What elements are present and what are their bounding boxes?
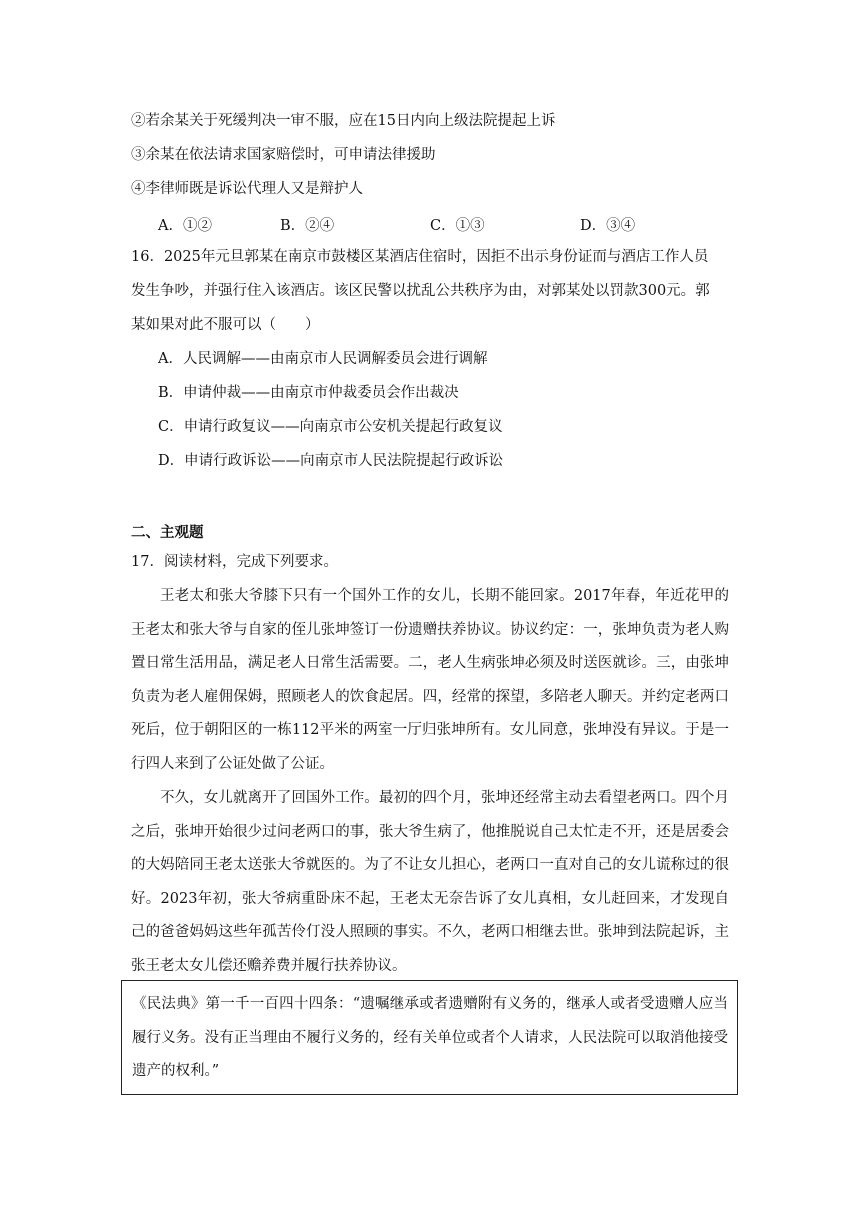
q16-option-a[interactable]: A．人民调解——由南京市人民调解委员会进行调解 <box>158 351 488 367</box>
q15-option-a[interactable]: A．①② <box>158 218 212 234</box>
q15-option-c[interactable]: C．①③ <box>430 218 485 234</box>
section-title: 二、主观题 <box>131 524 204 541</box>
q16-stem-line-3: 某如果对此不服可以（ ） <box>131 317 320 333</box>
q16-stem-line-2: 发生争吵，并强行住入该酒店。该区民警以扰乱公共秩序为由，对郭某处以罚款300元。郭 <box>131 283 710 299</box>
q17-prompt: 17．阅读材料，完成下列要求。 <box>131 554 338 570</box>
material-paragraph-2: 不久，女儿就离开了回国外工作。最初的四个月，张坤还经常主动去看望老两口。四个月之后，张坤开始很少过问老两口的事，张大爷生病了，他推脱说自己太忙走不开，还是居委会的大妈陪同王老太送张大爷就医的。为了不让女儿担心，老两口一直对自己的女儿谎称过的很好。2023年初，张大爷病重卧床不起，王老太无奈告诉了女儿真相，女儿赶回来，才发现自己的爸爸妈妈这些年孤苦伶仃没人照顾的事实。不久，老两口相继去世。张坤到法院起诉，主张王老太女儿偿还赡养费并履行扶养协议。 <box>131 790 729 974</box>
law-quote-box <box>121 980 738 1095</box>
q16-stem-line-1: 16．2025年元旦郭某在南京市鼓楼区某酒店住宿时，因拒不出示身份证而与酒店工作人员 <box>131 249 709 265</box>
q15-item-4: ④李律师既是诉讼代理人又是辩护人 <box>131 181 363 197</box>
q15-option-d[interactable]: D．③④ <box>580 218 636 234</box>
q15-item-3: ③余某在依法请求国家赔偿时，可申请法律援助 <box>131 147 436 163</box>
q16-option-c[interactable]: C．申请行政复议——向南京市公安机关提起行政复议 <box>158 419 503 435</box>
law-quote-text: 《民法典》第一千一百四十四条：“遗嘱继承或者遗赠附有义务的，继承人或者受遗赠人应当履行义务。没有正当理由不履行义务的，经有关单位或者个人请求，人民法院可以取消他接受遗产的权利。” <box>132 996 728 1080</box>
q15-option-b[interactable]: B．②④ <box>280 218 335 234</box>
material-paragraph-1: 王老太和张大爷膝下只有一个国外工作的女儿，长期不能回家。2017年春，年近花甲的王老太和张大爷与自家的侄儿张坤签订一份遗赠扶养协议。协议约定：一，张坤负责为老人购置日常生活用品，满足老人日常生活需要。二，老人生病张坤必须及时送医就诊。三，由张坤负责为老人雇佣保姆，照顾老人的饮食起居。四，经常的探望，多陪老人聊天。并约定老两口死后，位于朝阳区的一栋112平米的两室一厅归张坤所有。女儿同意，张坤没有异议。于是一行四人来到了公证处做了公证。 <box>131 588 729 772</box>
q16-option-b[interactable]: B．申请仲裁——由南京市仲裁委员会作出裁决 <box>158 385 459 401</box>
q15-options <box>158 214 678 234</box>
q16-option-d[interactable]: D．申请行政诉讼——向南京市人民法院提起行政诉讼 <box>158 453 504 469</box>
q15-item-2: ②若余某关于死缓判决一审不服，应在15日内向上级法院提起上诉 <box>131 113 556 129</box>
